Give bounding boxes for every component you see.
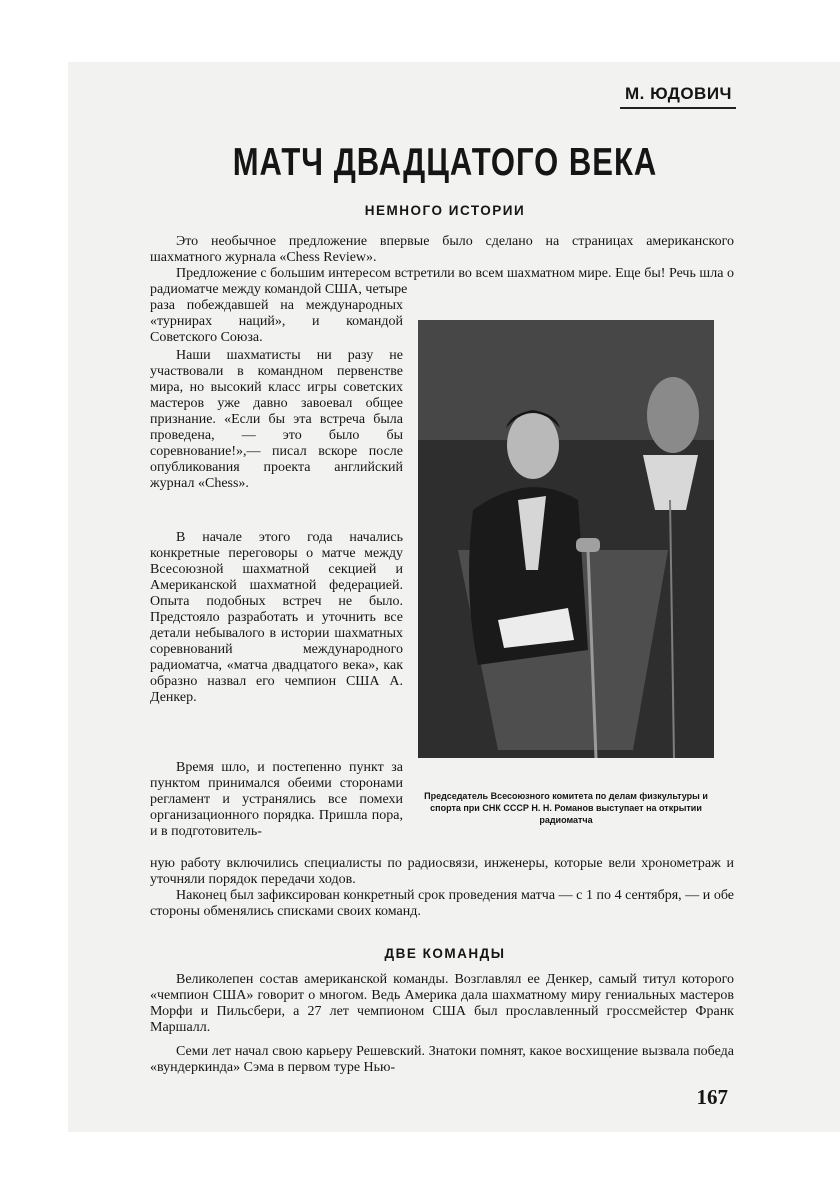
paragraph-7: Великолепен состав американской команды. Возглавлял ее Денкер, самый титул которого «чемпион США» говорит о многом. Ведь Америка дала шахматному миру гениальных мастеров Морфи и Пильсбери, а 27 лет чемпионом США был прославленный гроссмейстер Франк Маршалл. (150, 972, 734, 1035)
page-number: 167 (696, 1085, 728, 1109)
author-underline (620, 107, 736, 109)
column-paragraph-3: Наши шахматисты ни разу не участвовали в командном первенстве мира, но высокий класс игры советских мастеров уже давно завоевал общее признание. «Если бы эта встреча была проведена, — это было бы соревнование!»,— писал вскоре после опубликования проекта английский журнал «Chess». (150, 348, 403, 491)
speaker-photo (418, 320, 714, 758)
paragraph-5-continued: ную работу включились специалисты по радиосвязи, инженеры, которые вели хронометраж и уточняли порядок передачи ходов. (150, 856, 734, 887)
paragraph-8: Семи лет начал свою карьеру Решевский. Знатоки помнят, какое восхищение вызвала победа «вундеркинда» Сэма в первом туре Нью- (150, 1044, 734, 1075)
column-paragraph-4: В начале этого года начались конкретные переговоры о матче между Всесоюзной шахматной секцией и Американской шахматной федерацией. Опыта подобных встреч не было. Предстояло разработать и уточнить все детали небывалого в истории шахматных соревнований международного радиоматча, «матча двадцатого века», как образно назвал его чемпион США А. Денкер. (150, 530, 403, 705)
column-paragraph-5: Время шло, и постепенно пункт за пунктом принимался обеими сторонами регламент и устранялись все помехи организационного порядка. Пришла пора, и в подготовитель- (150, 760, 403, 839)
column-paragraph-2-continued: раза побеждавшей на международных «турнирах наций», и командой Советского Союза. (150, 298, 403, 345)
intro-paragraph-1: Это необычное предложение впервые было сделано на страницах американского шахматного журнала «Chess Review». (150, 234, 734, 265)
section-heading-two-teams: ДВЕ КОМАНДЫ (384, 946, 506, 961)
article-title: МАТЧ ДВАДЦАТОГО ВЕКА (232, 140, 658, 184)
section-heading-history: НЕМНОГО ИСТОРИИ (364, 203, 526, 218)
paragraph-6: Наконец был зафиксирован конкретный срок проведения матча — с 1 по 4 сентября, — и обе стороны обменялись списками своих команд. (150, 888, 734, 919)
photo-caption: Председатель Всесоюзного комитета по делам физкультуры и спорта при СНК СССР Н. Н. Романов выступает на открытии радиоматча (424, 791, 708, 825)
speaker-illustration (418, 320, 714, 758)
intro-paragraph-2: Предложение с большим интересом встретили во всем шахматном мире. Еще бы! Речь шла о радиоматче между командой США, четыре (150, 266, 734, 297)
author-name: М. ЮДОВИЧ (625, 84, 732, 103)
